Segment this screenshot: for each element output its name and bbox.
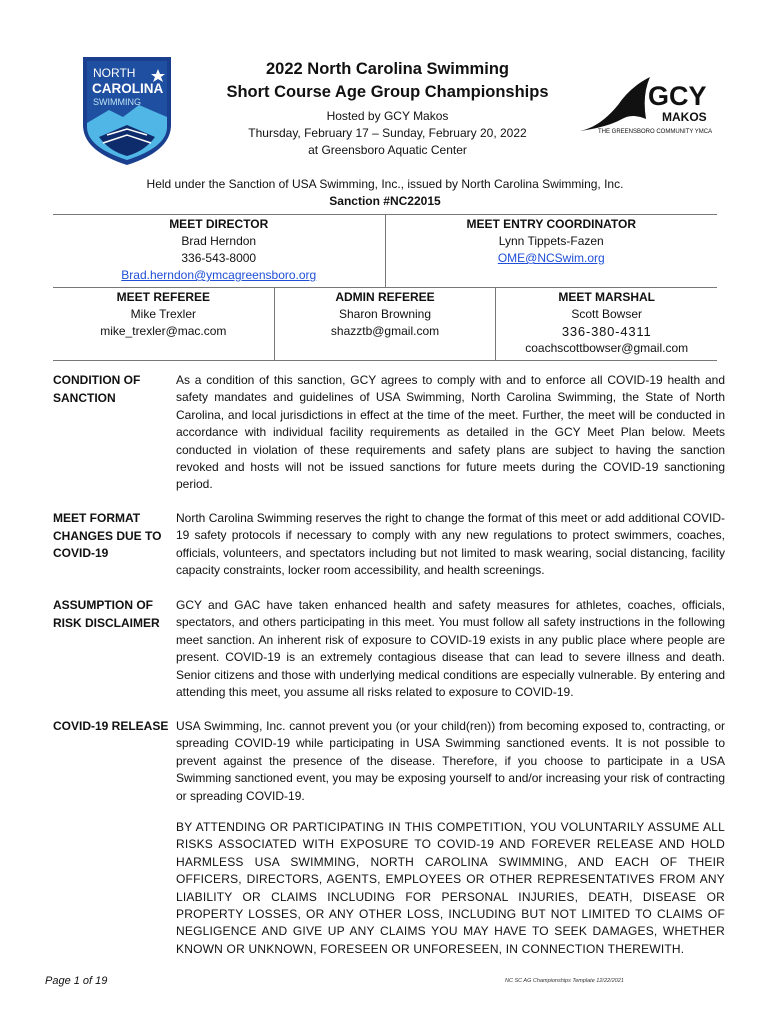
section-label [53, 718, 176, 972]
meet-venue: at Greensboro Aquatic Center [308, 143, 467, 157]
release-text-1: USA Swimming, Inc. cannot prevent you (or your child(ren)) from becoming exposed to, contracting, or spreading COVID-19 while participating in USA Swimming sanctioned events. It is not possible to prevent against the presence of the disease. Therefore, if you choose to participate in a USA Swimming sanctioned event, you may be exposing yourself to and/or increasing your risk of contracting or spreading COVID-19. [176, 719, 725, 803]
meet-referee-heading: MEET REFEREE [116, 290, 211, 304]
meet-marshal-phone: 336-380-4311 [561, 324, 652, 339]
release-text-2: BY ATTENDING OR PARTICIPATING IN THIS COMPETITION, YOU VOLUNTARILY ASSUME ALL RISKS ASSOCIATED WITH EXPOSURE TO COVID-19 AND FOREVER RELEASE AND HOLD HARMLESS USA SWIMMING, NORTH CAROLINA SWIMMING, AND EACH OF THEIR OFFICERS, DIRECTORS, AGENTS, EMPLOYEES OR OTHER REPRESENTATIVES FROM ANY LIABILITY OR CLAIMS INCLUDING FOR PERSONAL INJURIES, DEATH, DISEASE OR PROPERTY LOSSES, OR ANY OTHER LOSS, INCLUDING BUT NOT LIMITED TO CLAIMS OF NEGLIGENCE AND GIVE UP ANY CLAIMS YOU MAY HAVE TO SEEK DAMAGES, WHETHER KNOWN OR UNKNOWN, FORESEEN OR UNFORESEEN, IN CONNECTION THEREWITH. [176, 820, 725, 956]
release-label-line-1: COVID-19 RELEASE [53, 719, 169, 733]
admin-referee-cell [274, 288, 496, 360]
condition-label-line-2: SANCTION [53, 390, 116, 405]
meet-dates: Thursday, February 17 – Sunday, February 20, 2022 [248, 126, 527, 140]
risk-text: GCY and GAC have taken enhanced health and safety measures for athletes, coaches, officials, spectators, and others participating in this meet. You must follow all safety instructions in the following meet sanction. An inherent risk of exposure to COVID-19 exists in any public place where people are present. COVID-19 is an extremely contagious disease that can lead to severe illness and death. Senior citizens and those with underlying medical conditions are especially vulnerable. By entering and attending this meet, you assume all risks related to exposure to COVID-19. [176, 598, 725, 700]
admin-referee-heading: ADMIN REFEREE [335, 290, 435, 304]
entry-coordinator-email-link[interactable]: OME@NCSwim.org [497, 251, 605, 265]
meet-marshal-email: coachscottbowser@gmail.com [525, 341, 689, 355]
meet-director-email-link[interactable]: Brad.herndon@ymcagreensboro.org [121, 268, 317, 282]
section-label [53, 510, 176, 580]
template-note: NC SC AG Championships Template 12/22/2021 [505, 978, 624, 984]
format-label-line-1: MEET FORMAT [53, 511, 141, 525]
meet-format-changes-section [53, 510, 725, 580]
sanction-statement: Held under the Sanction of USA Swimming, Inc., issued by North Carolina Swimming, Inc. [146, 177, 624, 191]
nc-logo-word-swimming: SWIMMING [93, 97, 141, 107]
nc-logo-word-carolina: CAROLINA [92, 81, 164, 96]
gcy-makos-logo [578, 75, 720, 135]
format-text: North Carolina Swimming reserves the right to change the format of this meet or add additional COVID-19 safety protocols if necessary to comply with any new regulations to protect swimmers, coaches, officials, volunteers, and spectators including but not limited to mask wearing, social distancing, facility capacity constraints, locker room accessibility, and health screenings. [176, 511, 725, 578]
nc-logo-word-north: NORTH [93, 66, 136, 80]
section-label [53, 597, 176, 701]
meet-referee-email: mike_trexler@mac.com [100, 324, 227, 338]
section-label [53, 372, 176, 494]
gcy-logo-word-makos: MAKOS [662, 110, 707, 124]
page-number: Page 1 of 19 [45, 975, 108, 987]
format-label-line-3: COVID-19 [53, 546, 109, 560]
entry-coordinator-heading: MEET ENTRY COORDINATOR [466, 217, 637, 231]
condition-of-sanction-section [53, 372, 725, 494]
contacts-row-2 [53, 287, 717, 361]
document-header [190, 58, 585, 159]
risk-label-line-1: ASSUMPTION OF [53, 598, 154, 612]
nc-swimming-logo [79, 55, 175, 167]
admin-referee-email: shazztb@gmail.com [330, 324, 440, 338]
covid-release-section [53, 718, 725, 972]
contacts-table [53, 214, 717, 361]
meet-marshal-name: Scott Bowser [571, 307, 643, 321]
risk-label-line-2: RISK DISCLAIMER [53, 615, 160, 630]
meet-marshal-cell [495, 288, 717, 360]
admin-referee-name: Sharon Browning [338, 307, 432, 321]
assumption-of-risk-section [53, 597, 725, 701]
meet-director-cell [53, 215, 385, 287]
condition-text: As a condition of this sanction, GCY agrees to comply with and to enforce all COVID-19 health and safety mandates and guidelines of USA Swimming, North Carolina Swimming, the State of North Carolina, and local jurisdictions in effect at the time of the meet. Further, the meet will be conducted in accordance with individual facility requirements as detailed in the GCY Meet Plan below. Meets conducted in violation of these requirements and safety plans are subject to having the sanction revoked and hosts will not be issued sanctions for future meets during the COVID-19 sanctioning period. [176, 373, 725, 492]
meet-director-heading: MEET DIRECTOR [169, 217, 269, 231]
contacts-row-1 [53, 214, 717, 287]
entry-coordinator-name: Lynn Tippets-Fazen [498, 234, 604, 248]
sanction-number: Sanction #NC22015 [329, 194, 441, 208]
meet-director-phone: 336-543-8000 [181, 251, 257, 265]
hosted-by: Hosted by GCY Makos [326, 109, 449, 123]
meet-referee-name: Mike Trexler [130, 307, 196, 321]
format-label-line-2: CHANGES DUE TO [53, 528, 162, 543]
meet-director-name: Brad Herndon [181, 234, 257, 248]
entry-coordinator-cell [385, 215, 718, 287]
title-line-2: Short Course Age Group Championships [226, 83, 549, 101]
meet-referee-cell [53, 288, 274, 360]
condition-label-line-1: CONDITION OF [53, 373, 141, 387]
title-line-1: 2022 North Carolina Swimming [266, 60, 509, 78]
meet-marshal-heading: MEET MARSHAL [558, 290, 656, 304]
gcy-logo-word-gcy: GCY [648, 81, 707, 111]
gcy-logo-tagline: THE GREENSBORO COMMUNITY YMCA [598, 129, 713, 135]
release-body [176, 718, 725, 972]
